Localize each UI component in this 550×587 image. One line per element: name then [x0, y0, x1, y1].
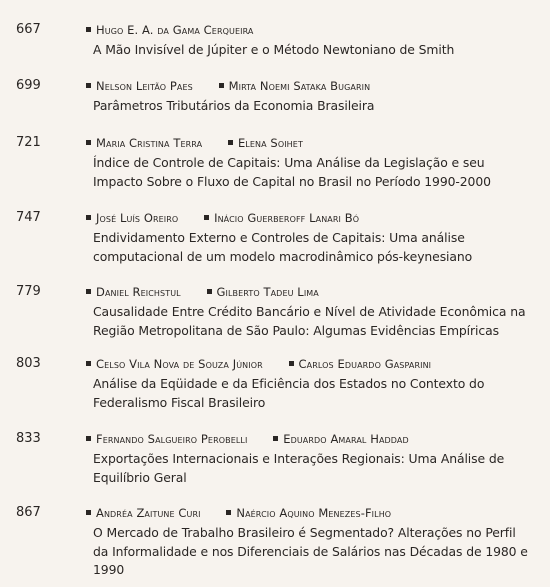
author: [226, 505, 391, 521]
author-name: Inácio Guerberoff Lanari Bó: [214, 211, 360, 225]
author-name: Mirta Noemi Sataka Bugarin: [228, 79, 371, 93]
author: [86, 505, 201, 521]
author-list: [86, 22, 276, 38]
author: [86, 78, 193, 94]
author: [228, 135, 303, 151]
author: [207, 284, 319, 300]
author-name: Daniel Reichstul: [96, 285, 181, 299]
author-name: Naércio Aquino Menezes-Filho: [236, 506, 392, 520]
author-name: José Luís Oreiro: [96, 211, 179, 225]
author-name: Carlos Eduardo Gasparini: [298, 357, 432, 371]
bullet-icon: [86, 289, 91, 294]
article-title: Análise da Eqüidade e da Eficiência dos Estados no Contexto do Federalismo Fiscal Brasileiro: [93, 376, 485, 410]
author: [86, 284, 181, 300]
page-number: 867: [16, 505, 41, 520]
author: [86, 210, 178, 226]
bullet-icon: [219, 83, 224, 88]
bullet-icon: [86, 83, 91, 88]
author: [86, 356, 263, 372]
bullet-icon: [86, 27, 91, 32]
author-list: [86, 210, 381, 226]
author-name: Hugo E. A. da Gama Cerqueira: [96, 23, 254, 37]
article-title: Exportações Internacionais e Interações Regionais: Uma Análise de Equilíbrio Geral: [93, 451, 505, 485]
page-number: 779: [16, 284, 41, 299]
article-title: Parâmetros Tributários da Economia Brasileira: [93, 98, 375, 113]
author: [86, 431, 247, 447]
bullet-icon: [204, 215, 209, 220]
author: [289, 356, 432, 372]
bullet-icon: [289, 361, 294, 366]
author: [204, 210, 359, 226]
bullet-icon: [207, 289, 212, 294]
page-number: 667: [16, 22, 41, 37]
author-name: Andréa Zaitune Curi: [96, 506, 201, 520]
author-name: Celso Vila Nova de Souza Júnior: [96, 357, 263, 371]
bullet-icon: [86, 510, 91, 515]
page-number: 699: [16, 78, 41, 93]
author-name: Eduardo Amaral Haddad: [283, 432, 409, 446]
article-title: O Mercado de Trabalho Brasileiro é Segmentado? Alterações no Perfil da Informalidade e nos Diferenciais de Salários nas Décadas de 1980 e 1990: [93, 525, 528, 577]
author-name: Maria Cristina Terra: [96, 136, 203, 150]
article-title: Endividamento Externo e Controles de Capitais: Uma análise computacional de um modelo macrodinâmico pós-keynesiano: [93, 230, 473, 264]
article-title: A Mão Invisível de Júpiter e o Método Newtoniano de Smith: [93, 42, 455, 57]
bullet-icon: [228, 140, 233, 145]
bullet-icon: [273, 436, 278, 441]
page-number: 721: [16, 135, 41, 150]
author: [86, 135, 202, 151]
bullet-icon: [86, 215, 91, 220]
author-list: [86, 78, 392, 94]
author-list: [86, 505, 413, 521]
article-title: Índice de Controle de Capitais: Uma Análise da Legislação e seu Impacto Sobre o Fluxo de Capital no Brasil no Período 1990-2000: [93, 155, 491, 189]
author: [86, 22, 254, 38]
author-list: [86, 356, 453, 372]
author: [273, 431, 409, 447]
author: [219, 78, 371, 94]
article-title: Causalidade Entre Crédito Bancário e Nível de Atividade Econômica na Região Metropolitana de São Paulo: Algumas Evidências Empíricas: [93, 304, 526, 338]
author-name: Elena Soihet: [237, 136, 303, 150]
author-name: Fernando Salgueiro Perobelli: [96, 432, 248, 446]
bullet-icon: [86, 436, 91, 441]
author-name: Gilberto Tadeu Lima: [216, 285, 319, 299]
page-number: 747: [16, 210, 41, 225]
bullet-icon: [86, 140, 91, 145]
author-list: [86, 135, 325, 151]
bullet-icon: [86, 361, 91, 366]
bullet-icon: [226, 510, 231, 515]
author-list: [86, 431, 431, 447]
author-list: [86, 284, 341, 300]
author-name: Nelson Leitão Paes: [96, 79, 193, 93]
page-number: 833: [16, 431, 41, 446]
page-number: 803: [16, 356, 41, 371]
